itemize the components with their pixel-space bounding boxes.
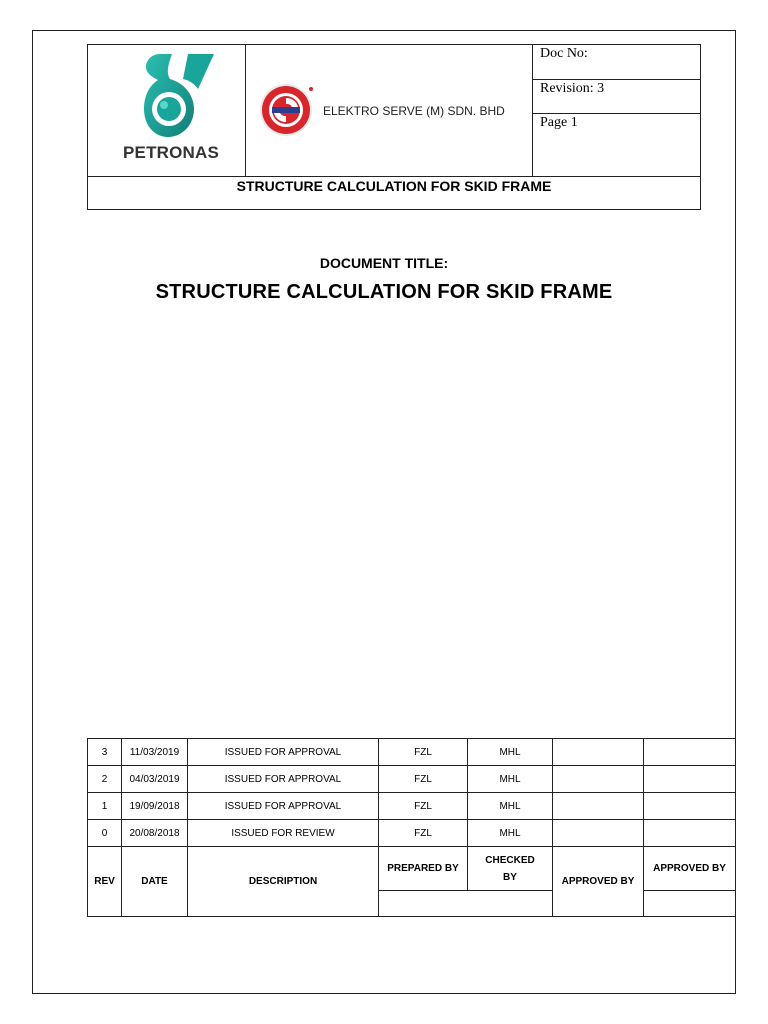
approved-by-header: APPROVED BY bbox=[553, 847, 644, 917]
document-header bbox=[87, 44, 701, 210]
prepared-cell: FZL bbox=[379, 793, 468, 820]
date-cell: 11/03/2019 bbox=[122, 739, 188, 766]
petronas-logo-icon bbox=[88, 45, 245, 145]
checked-cell: MHL bbox=[468, 766, 553, 793]
petronas-wordmark: PETRONAS bbox=[123, 143, 220, 162]
checked-cell: MHL bbox=[468, 820, 553, 847]
rev-cell: 3 bbox=[88, 739, 122, 766]
doc-no-label: Doc No: bbox=[532, 45, 700, 80]
checked-cell: MHL bbox=[468, 793, 553, 820]
approved-cell bbox=[553, 793, 644, 820]
approved-cell bbox=[553, 766, 644, 793]
date-cell: 04/03/2019 bbox=[122, 766, 188, 793]
prepared-cell: FZL bbox=[379, 820, 468, 847]
approved-cell bbox=[644, 793, 736, 820]
date-cell: 20/08/2018 bbox=[122, 820, 188, 847]
prepared-by-header: PREPARED BY bbox=[379, 847, 468, 891]
description-header: DESCRIPTION bbox=[188, 847, 379, 917]
approved-cell bbox=[644, 739, 736, 766]
approved-cell bbox=[644, 766, 736, 793]
approved-by-header: APPROVED BY bbox=[644, 847, 736, 891]
date-cell: 19/09/2018 bbox=[122, 793, 188, 820]
checked-by-header-line1: CHECKED bbox=[485, 854, 535, 866]
description-cell: ISSUED FOR APPROVAL bbox=[188, 793, 379, 820]
description-cell: ISSUED FOR REVIEW bbox=[188, 820, 379, 847]
description-cell: ISSUED FOR APPROVAL bbox=[188, 766, 379, 793]
header-title: STRUCTURE CALCULATION FOR SKID FRAME bbox=[88, 176, 700, 209]
rev-cell: 1 bbox=[88, 793, 122, 820]
date-header: DATE bbox=[122, 847, 188, 917]
revision-table bbox=[87, 738, 736, 917]
approved-cell bbox=[644, 820, 736, 847]
checked-by-header bbox=[468, 847, 553, 891]
company-name: ELEKTRO SERVE (M) SDN. BHD bbox=[323, 104, 505, 118]
table-row bbox=[88, 739, 736, 766]
checked-cell: MHL bbox=[468, 739, 553, 766]
prepared-cell: FZL bbox=[379, 739, 468, 766]
page-label: Page 1 bbox=[540, 115, 578, 130]
table-header-row-top bbox=[88, 847, 736, 891]
document-title: STRUCTURE CALCULATION FOR SKID FRAME bbox=[155, 281, 613, 303]
elektro-serve-logo-icon bbox=[259, 83, 317, 141]
description-cell: ISSUED FOR APPROVAL bbox=[188, 739, 379, 766]
signature-cell bbox=[644, 891, 736, 917]
signature-cell bbox=[379, 891, 553, 917]
table-row bbox=[88, 793, 736, 820]
logo-cell bbox=[88, 45, 246, 176]
rev-cell: 2 bbox=[88, 766, 122, 793]
rev-cell: 0 bbox=[88, 820, 122, 847]
rev-header: REV bbox=[88, 847, 122, 917]
company-cell bbox=[245, 45, 533, 176]
doc-info-cell bbox=[532, 45, 700, 176]
table-row bbox=[88, 820, 736, 847]
approved-cell bbox=[553, 820, 644, 847]
checked-by-header-line2: BY bbox=[503, 871, 517, 883]
prepared-cell: FZL bbox=[379, 766, 468, 793]
document-title-label: DOCUMENT TITLE: bbox=[319, 255, 449, 271]
approved-cell bbox=[553, 739, 644, 766]
revision-label: Revision: 3 bbox=[532, 80, 700, 114]
table-row bbox=[88, 766, 736, 793]
